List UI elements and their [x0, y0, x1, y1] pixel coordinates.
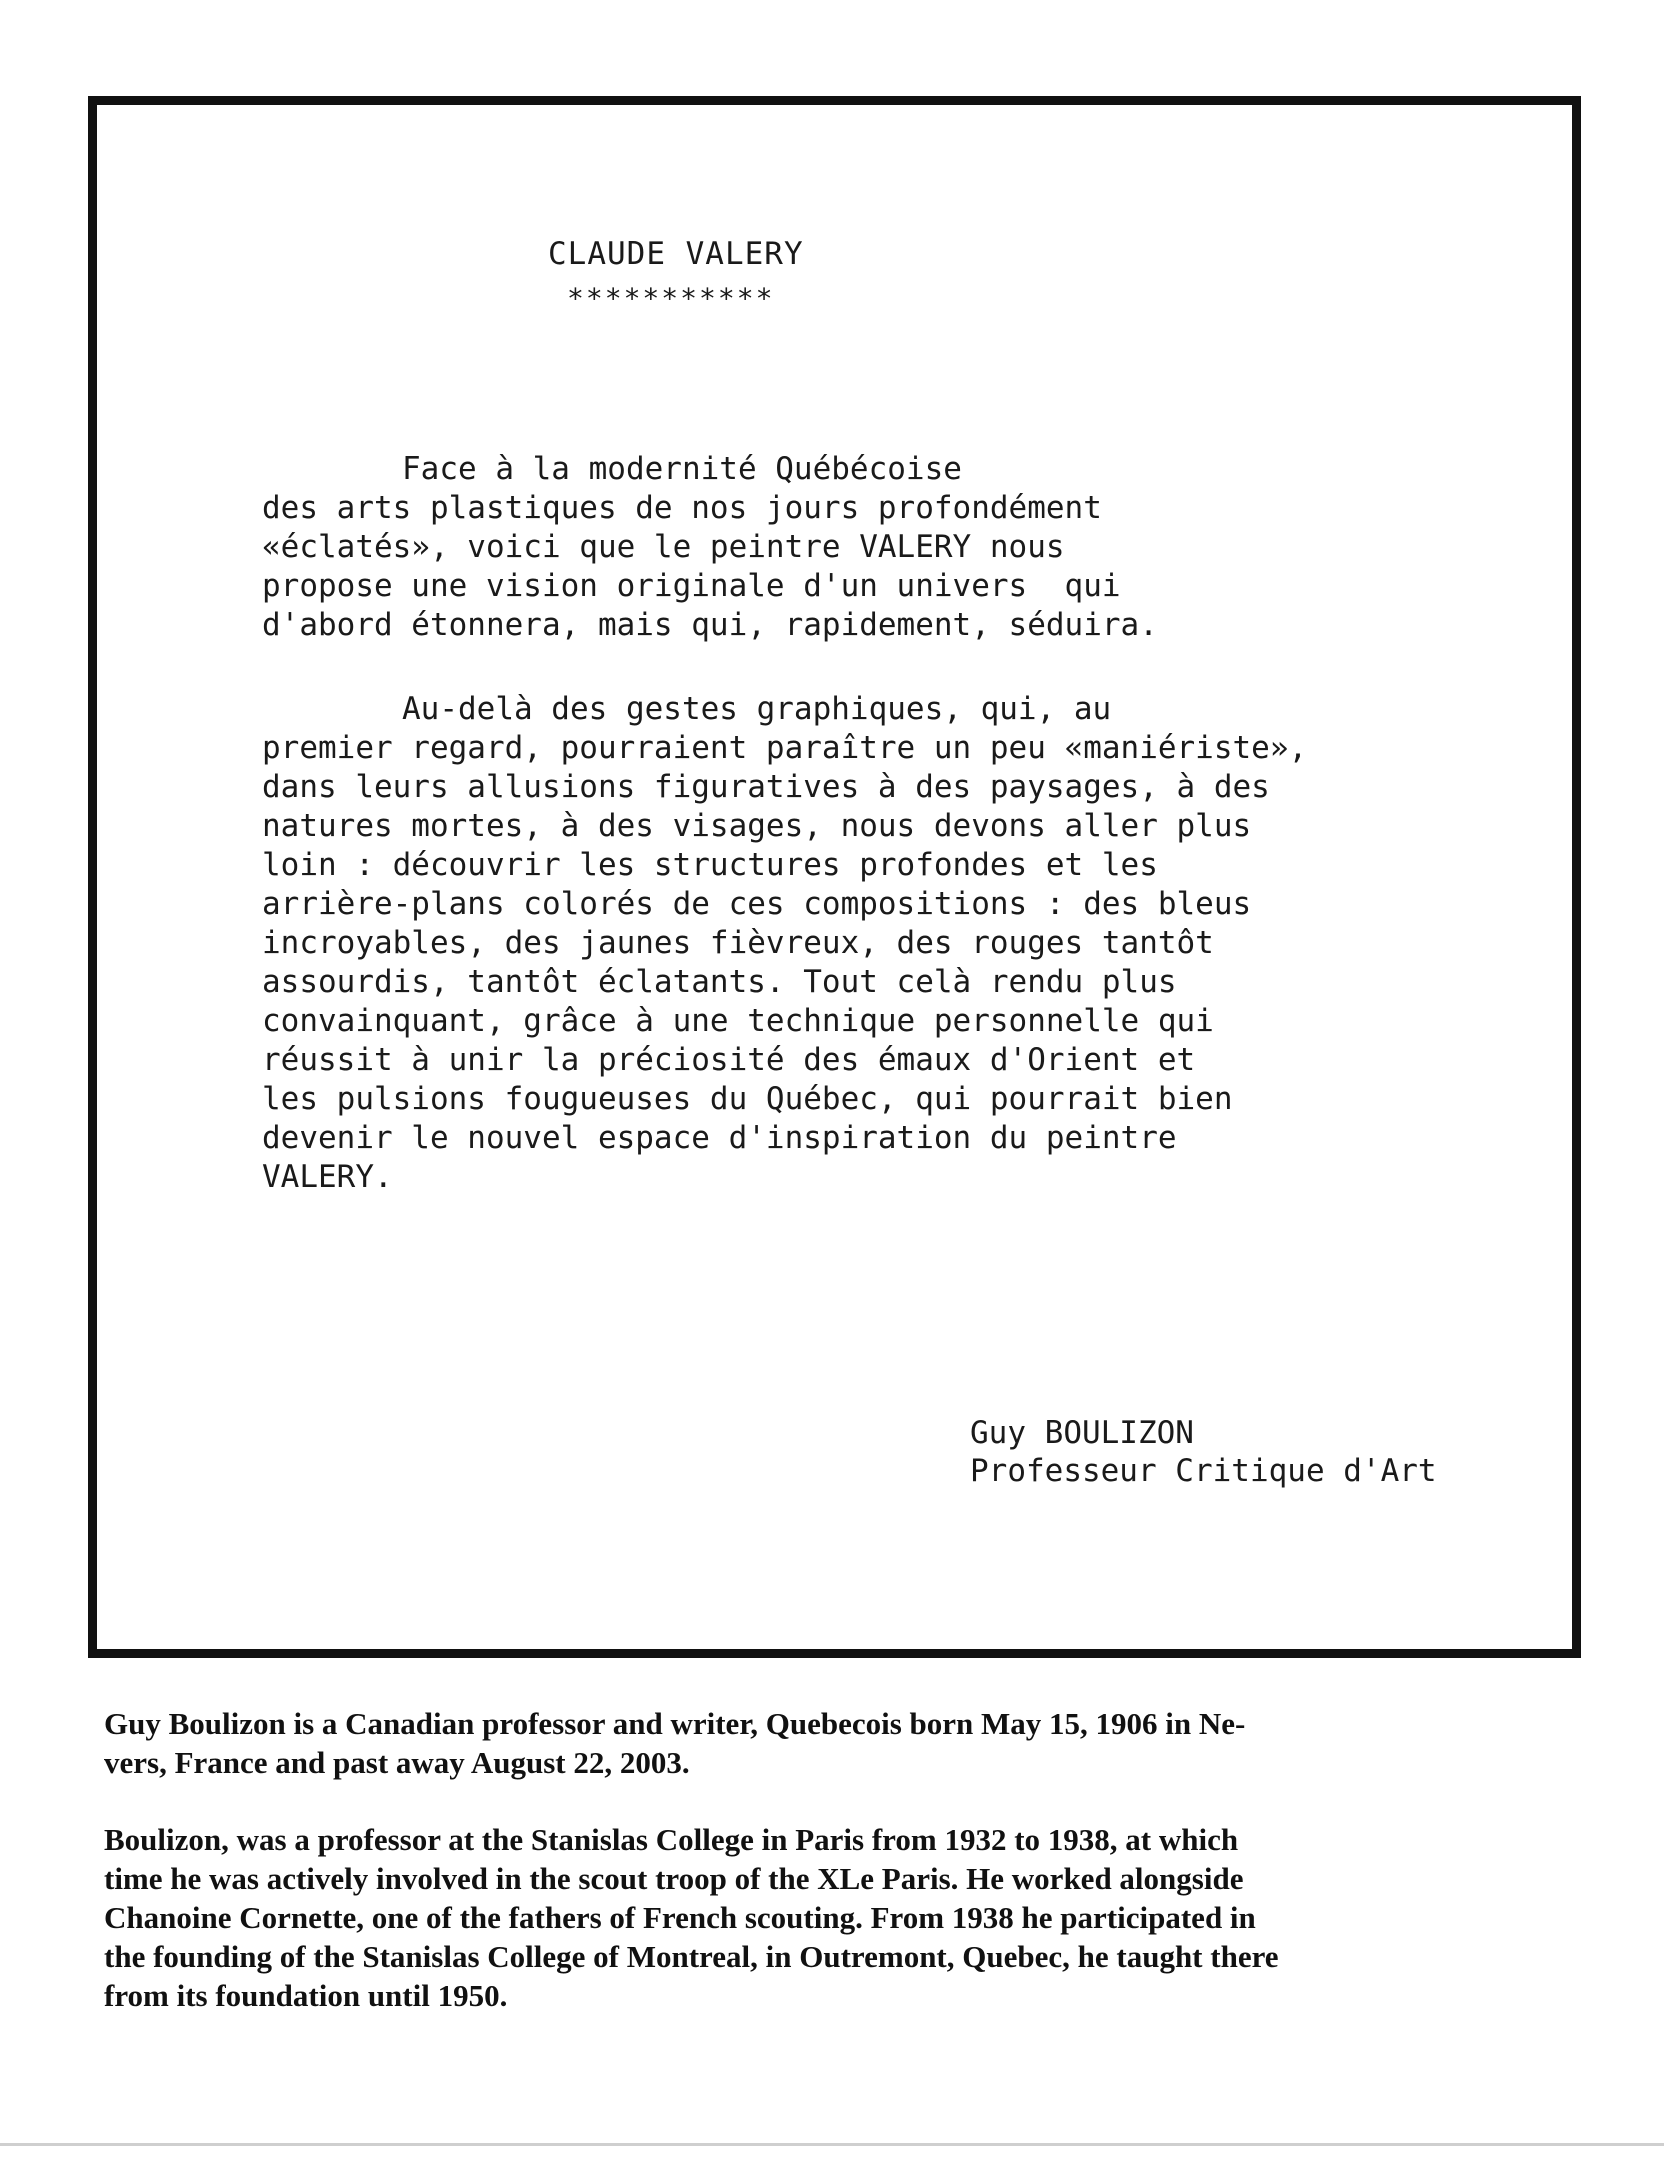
- page-bottom-edge: [0, 2143, 1664, 2146]
- biography-paragraph-1: [104, 1704, 1564, 1782]
- text-line: incroyables, des jaunes fièvreux, des rouges tantôt: [262, 925, 1214, 961]
- text-line: devenir le nouvel espace d'inspiration du peintre: [262, 1120, 1177, 1156]
- text-line: des arts plastiques de nos jours profondément: [262, 490, 1102, 526]
- text-line: the founding of the Stanislas College of Montreal, in Outremont, Quebec, he taught there: [104, 1939, 1279, 1974]
- letter-title: CLAUDE VALERY: [548, 236, 804, 272]
- text-line: dans leurs allusions figuratives à des paysages, à des: [262, 769, 1270, 805]
- text-line: Chanoine Cornette, one of the fathers of French scouting. From 1938 he participated in: [104, 1900, 1256, 1935]
- text-line: les pulsions fougueuses du Québec, qui pourrait bien: [262, 1081, 1233, 1117]
- text-line: premier regard, pourraient paraître un peu «maniériste»,: [262, 730, 1308, 766]
- letter-paragraph-1: [262, 450, 1442, 645]
- biography-paragraph-2: [104, 1820, 1564, 2015]
- text-line: assourdis, tantôt éclatants. Tout celà rendu plus: [262, 964, 1177, 1000]
- text-line: réussit à unir la préciosité des émaux d'Orient et: [262, 1042, 1196, 1078]
- signature-name: Guy BOULIZON: [970, 1415, 1194, 1451]
- text-line: loin : découvrir les structures profondes et les: [262, 847, 1158, 883]
- text-line: «éclatés», voici que le peintre VALERY nous: [262, 529, 1065, 565]
- text-line: from its foundation until 1950.: [104, 1978, 508, 2013]
- text-line: convainquant, grâce à une technique personnelle qui: [262, 1003, 1214, 1039]
- title-asterisks: ***********: [567, 282, 775, 315]
- letter-paragraph-2: [262, 690, 1442, 1197]
- text-line: arrière-plans colorés de ces compositions : des bleus: [262, 886, 1252, 922]
- signature-block: [970, 1414, 1437, 1490]
- text-line: Au-delà des gestes graphiques, qui, au: [402, 691, 1112, 727]
- text-line: Guy Boulizon is a Canadian professor and writer, Quebecois born May 15, 1906 in Ne-: [104, 1706, 1246, 1741]
- text-line: d'abord étonnera, mais qui, rapidement, séduira.: [262, 607, 1158, 643]
- text-line: natures mortes, à des visages, nous devons aller plus: [262, 808, 1252, 844]
- text-line: VALERY.: [262, 1159, 393, 1195]
- text-line: vers, France and past away August 22, 2003.: [104, 1745, 690, 1780]
- text-line: propose une vision originale d'un univers qui: [262, 568, 1121, 604]
- signature-role: Professeur Critique d'Art: [970, 1453, 1437, 1489]
- text-line: Face à la modernité Québécoise: [402, 451, 962, 487]
- text-line: time he was actively involved in the scout troop of the XLe Paris. He worked alongside: [104, 1861, 1244, 1896]
- text-line: Boulizon, was a professor at the Stanislas College in Paris from 1932 to 1938, at which: [104, 1822, 1239, 1857]
